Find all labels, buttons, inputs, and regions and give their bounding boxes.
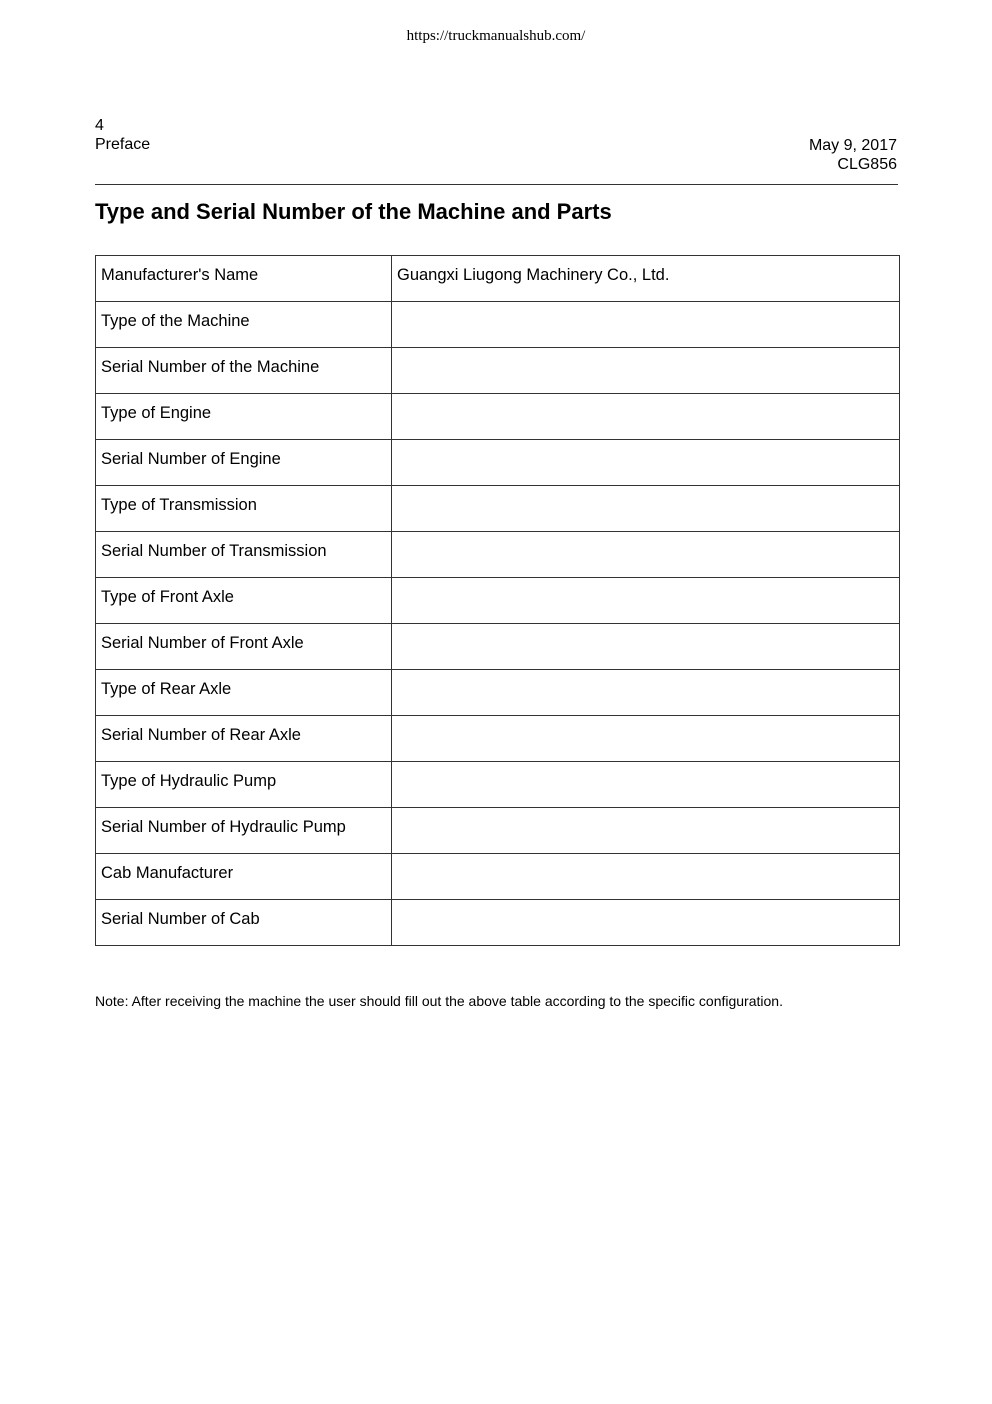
row-label: Type of Engine — [101, 404, 212, 422]
table-row — [96, 670, 900, 716]
row-value — [397, 670, 894, 680]
row-label-cell — [96, 762, 392, 808]
table-row — [96, 854, 900, 900]
row-value-cell — [392, 762, 900, 808]
header-divider — [95, 184, 898, 185]
table-row — [96, 394, 900, 440]
table-row — [96, 578, 900, 624]
row-value-cell — [392, 808, 900, 854]
row-value — [397, 486, 894, 496]
row-value — [397, 808, 894, 818]
table-row — [96, 532, 900, 578]
table-row — [96, 900, 900, 946]
row-value-cell — [392, 716, 900, 762]
row-value — [397, 716, 894, 726]
machine-model: CLG856 — [837, 156, 897, 173]
table-row — [96, 808, 900, 854]
table-row — [96, 256, 900, 302]
row-value-cell — [392, 394, 900, 440]
table-row — [96, 716, 900, 762]
row-value-cell — [392, 440, 900, 486]
row-value — [397, 348, 894, 358]
row-label-cell — [96, 808, 392, 854]
row-label-cell — [96, 348, 392, 394]
row-label: Serial Number of Transmission — [101, 542, 327, 560]
table-note: Note: After receiving the machine the user should fill out the above table according to the specific configuration. — [95, 993, 783, 1009]
row-label-cell — [96, 670, 392, 716]
row-value — [397, 394, 894, 404]
row-label: Type of Hydraulic Pump — [101, 772, 277, 790]
page-title: Type and Serial Number of the Machine and Parts — [95, 199, 612, 224]
source-url: https://truckmanualshub.com/ — [406, 28, 586, 44]
row-label: Manufacturer's Name — [101, 266, 259, 284]
row-value — [397, 762, 894, 772]
row-value — [397, 900, 894, 910]
row-label: Type of Rear Axle — [101, 680, 232, 698]
row-value-cell — [392, 302, 900, 348]
table-row — [96, 302, 900, 348]
row-label: Type of Transmission — [101, 496, 257, 514]
row-label: Serial Number of the Machine — [101, 358, 320, 376]
row-label: Cab Manufacturer — [101, 864, 234, 882]
row-value-cell — [392, 624, 900, 670]
row-label-cell — [96, 486, 392, 532]
row-label: Serial Number of Cab — [101, 910, 260, 928]
row-label: Serial Number of Hydraulic Pump — [101, 818, 346, 836]
row-value — [397, 578, 894, 588]
document-date: May 9, 2017 — [808, 137, 897, 154]
row-value-cell — [392, 256, 900, 302]
row-label-cell — [96, 716, 392, 762]
page-number: 4 — [95, 117, 104, 134]
row-value: Guangxi Liugong Machinery Co., Ltd. — [397, 266, 670, 284]
header-right — [809, 136, 897, 174]
row-label-cell — [96, 302, 392, 348]
row-label: Serial Number of Engine — [101, 450, 281, 468]
row-value-cell — [392, 348, 900, 394]
row-value — [397, 532, 894, 542]
table-row — [96, 762, 900, 808]
table-row — [96, 486, 900, 532]
row-value — [397, 854, 894, 864]
row-value — [397, 440, 894, 450]
row-label-cell — [96, 256, 392, 302]
row-value-cell — [392, 670, 900, 716]
row-label-cell — [96, 578, 392, 624]
row-label-cell — [96, 532, 392, 578]
row-label: Type of Front Axle — [101, 588, 234, 606]
row-label: Serial Number of Front Axle — [101, 634, 304, 652]
row-label-cell — [96, 900, 392, 946]
row-label-cell — [96, 854, 392, 900]
row-value-cell — [392, 486, 900, 532]
row-label-cell — [96, 624, 392, 670]
row-value-cell — [392, 532, 900, 578]
machine-info-table — [95, 255, 900, 946]
row-label: Serial Number of Rear Axle — [101, 726, 301, 744]
row-value-cell — [392, 900, 900, 946]
table-row — [96, 624, 900, 670]
row-value — [397, 302, 894, 312]
section-name: Preface — [95, 136, 151, 153]
row-value — [397, 624, 894, 634]
row-label-cell — [96, 440, 392, 486]
row-label-cell — [96, 394, 392, 440]
row-value-cell — [392, 854, 900, 900]
row-value-cell — [392, 578, 900, 624]
table-row — [96, 348, 900, 394]
row-label: Type of the Machine — [101, 312, 250, 330]
header-left — [95, 116, 150, 154]
table-row — [96, 440, 900, 486]
